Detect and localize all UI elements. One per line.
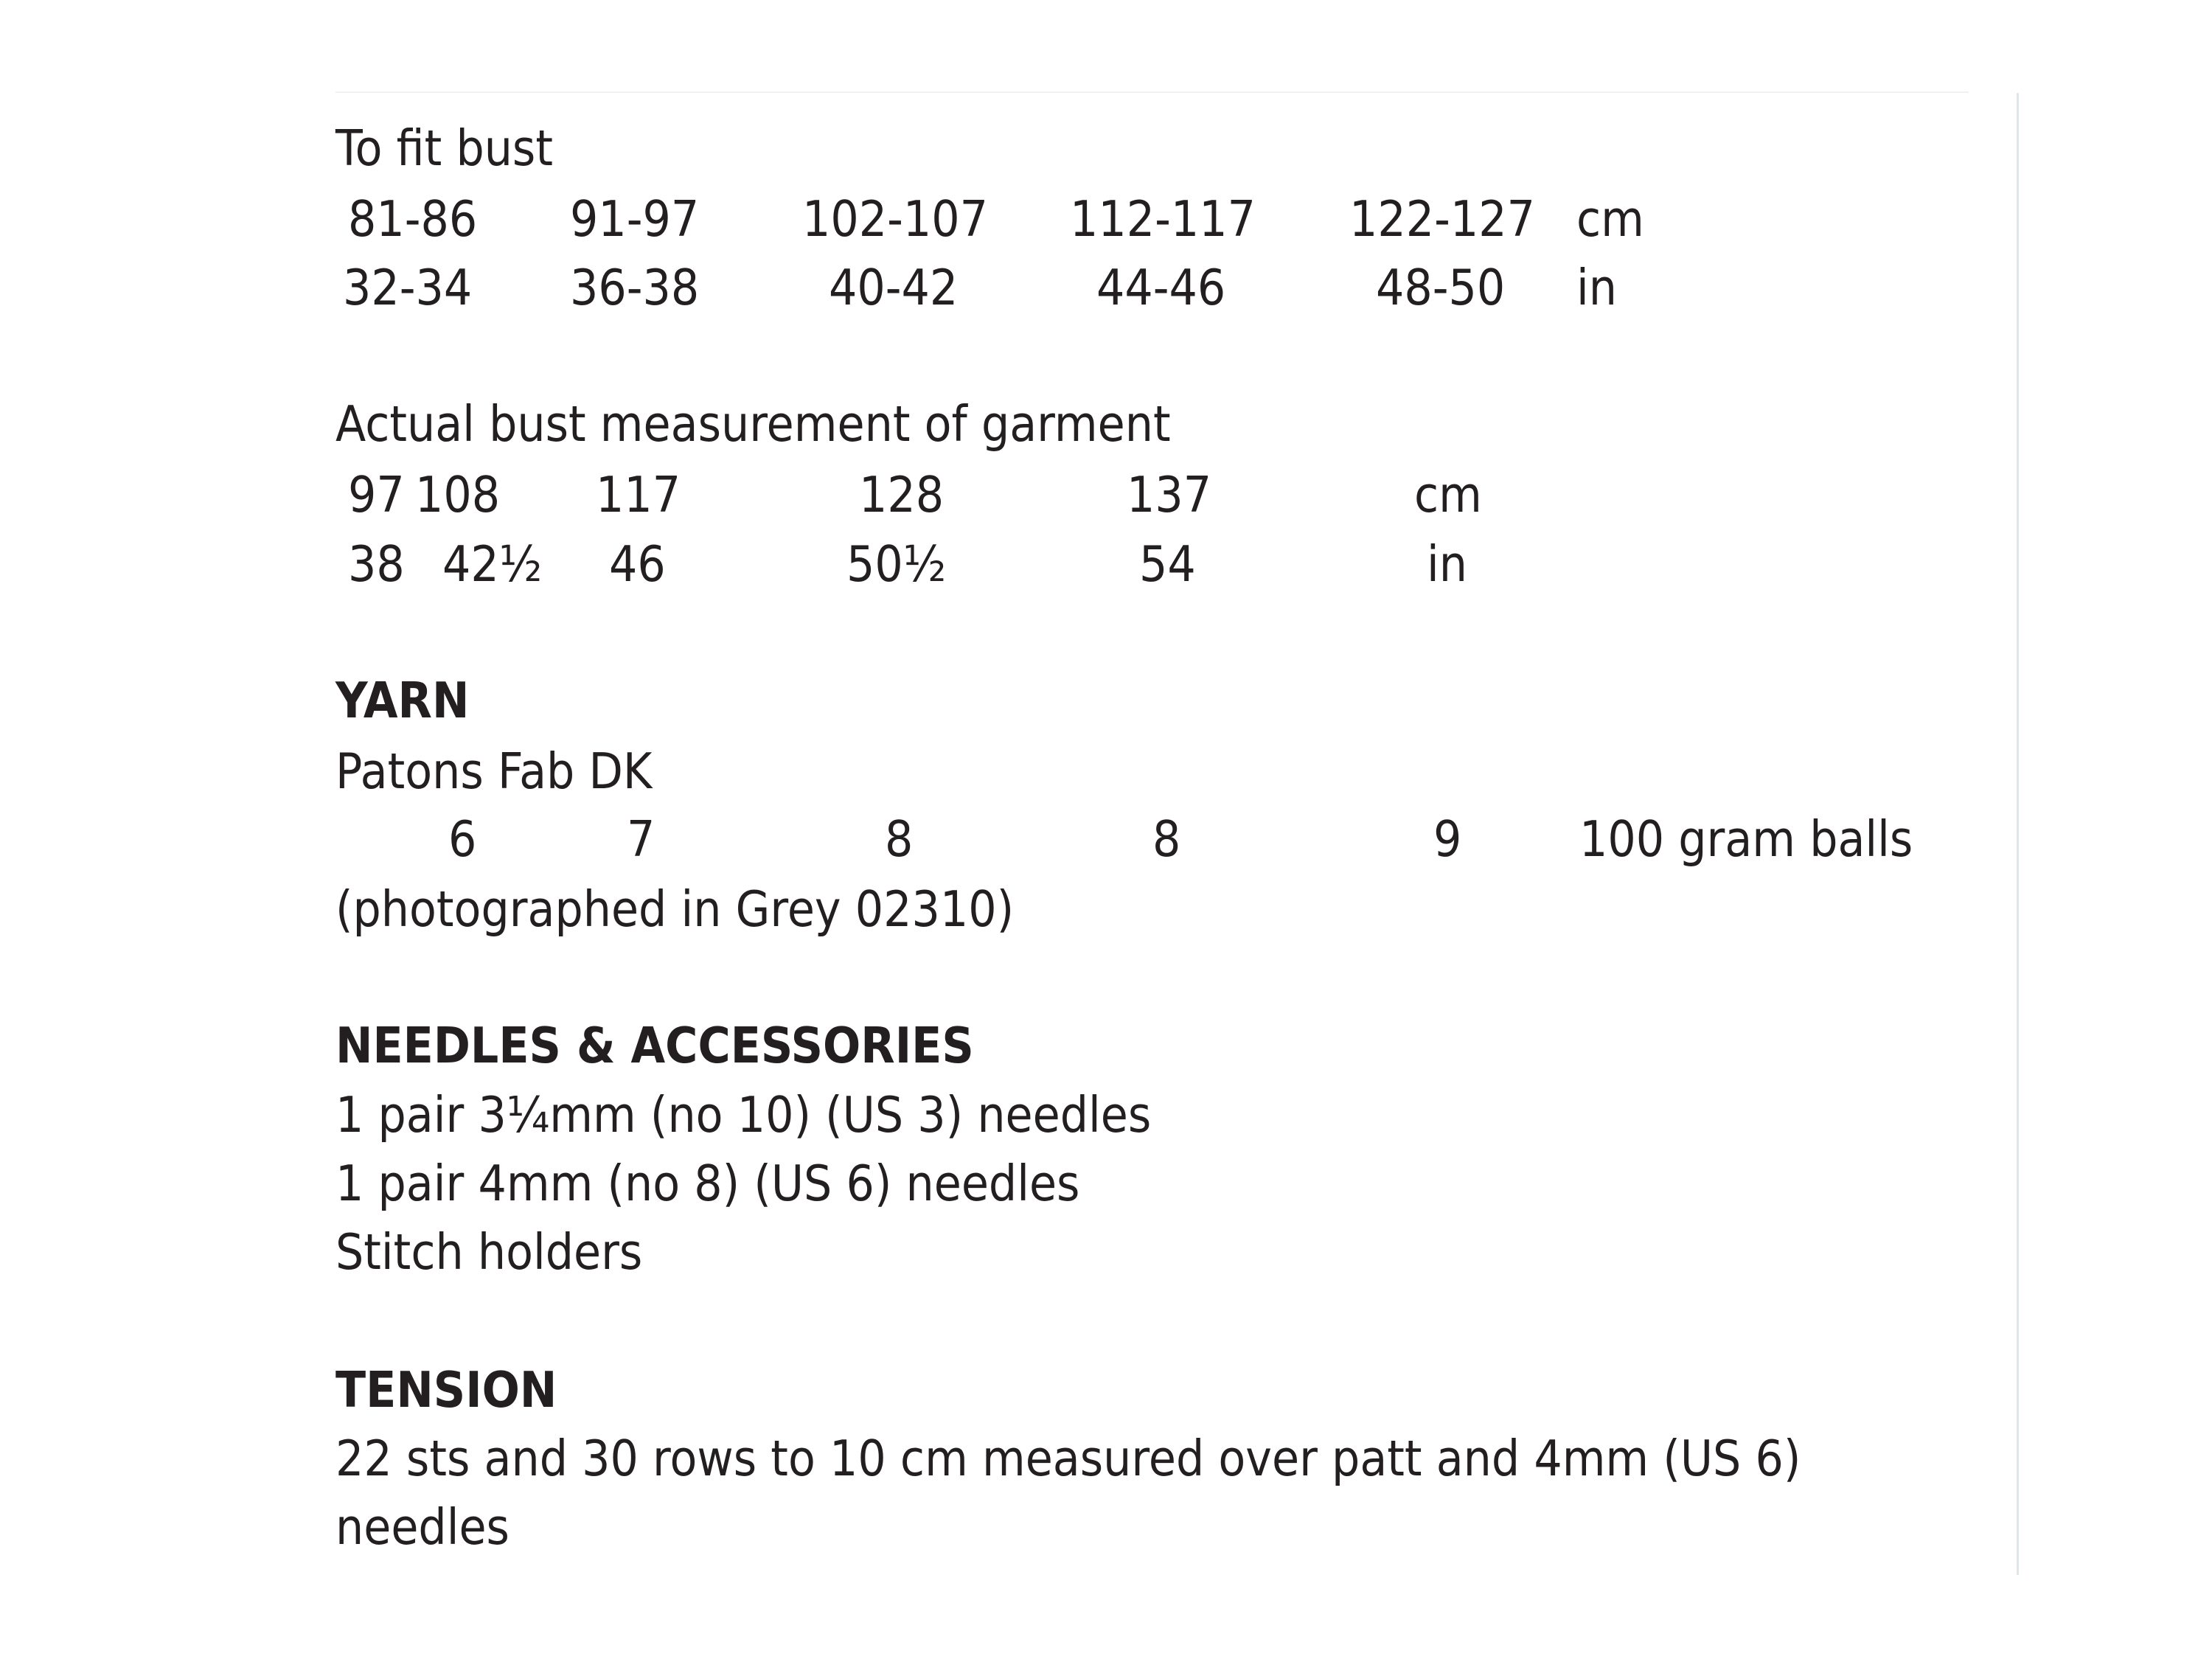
size-cell: 40-42 xyxy=(829,259,959,316)
measure-cell: 128 xyxy=(859,466,945,524)
measure-cell: 50½ xyxy=(846,535,947,593)
unit-label: in xyxy=(1427,535,1467,593)
size-cell: 36-38 xyxy=(570,259,700,316)
tension-text-line: needles xyxy=(335,1498,509,1556)
size-cell: 102-107 xyxy=(802,190,988,248)
ball-count-cell: 8 xyxy=(1152,810,1181,868)
measure-cell: 137 xyxy=(1127,466,1212,524)
measure-cell: 117 xyxy=(596,466,681,524)
ball-count-cell: 7 xyxy=(627,810,655,868)
ball-count-cell: 8 xyxy=(885,810,914,868)
yarn-note: (photographed in Grey 02310) xyxy=(335,880,1015,938)
size-cell: 112-117 xyxy=(1070,190,1256,248)
needles-heading: NEEDLES & ACCESSORIES xyxy=(335,1017,974,1074)
tension-text-line: 22 sts and 30 rows to 10 cm measured over patt and 4mm (US 6) xyxy=(335,1430,1801,1487)
fit-bust-title: To fit bust xyxy=(335,119,554,177)
unit-label: cm xyxy=(1414,466,1482,524)
needles-item: 1 pair 4mm (no 8) (US 6) needles xyxy=(335,1155,1080,1212)
measure-cell: 46 xyxy=(609,535,666,593)
measure-cell: 54 xyxy=(1139,535,1196,593)
actual-bust-title: Actual bust measurement of garment xyxy=(335,395,1171,453)
needles-item: 1 pair 3¼mm (no 10) (US 3) needles xyxy=(335,1086,1152,1144)
size-cell: 48-50 xyxy=(1376,259,1506,316)
measure-cell: 108 xyxy=(415,466,501,524)
ball-count-cell: 9 xyxy=(1433,810,1462,868)
size-cell: 81-86 xyxy=(348,190,478,248)
unit-label: cm xyxy=(1576,190,1644,248)
ball-count-cell: 6 xyxy=(448,810,477,868)
needles-item: Stitch holders xyxy=(335,1223,643,1281)
yarn-name: Patons Fab DK xyxy=(335,742,653,800)
size-cell: 32-34 xyxy=(343,259,473,316)
size-cell: 91-97 xyxy=(570,190,700,248)
right-column-divider xyxy=(2017,93,2019,1575)
yarn-heading: YARN xyxy=(335,672,470,729)
measure-cell: 97 xyxy=(348,466,405,524)
unit-label: 100 gram balls xyxy=(1579,810,1913,868)
size-cell: 44-46 xyxy=(1096,259,1226,316)
tension-heading: TENSION xyxy=(335,1361,557,1419)
size-cell: 122-127 xyxy=(1349,190,1535,248)
measure-cell: 38 xyxy=(348,535,405,593)
top-divider xyxy=(335,91,1969,93)
measure-cell: 42½ xyxy=(442,535,543,593)
unit-label: in xyxy=(1576,259,1617,316)
